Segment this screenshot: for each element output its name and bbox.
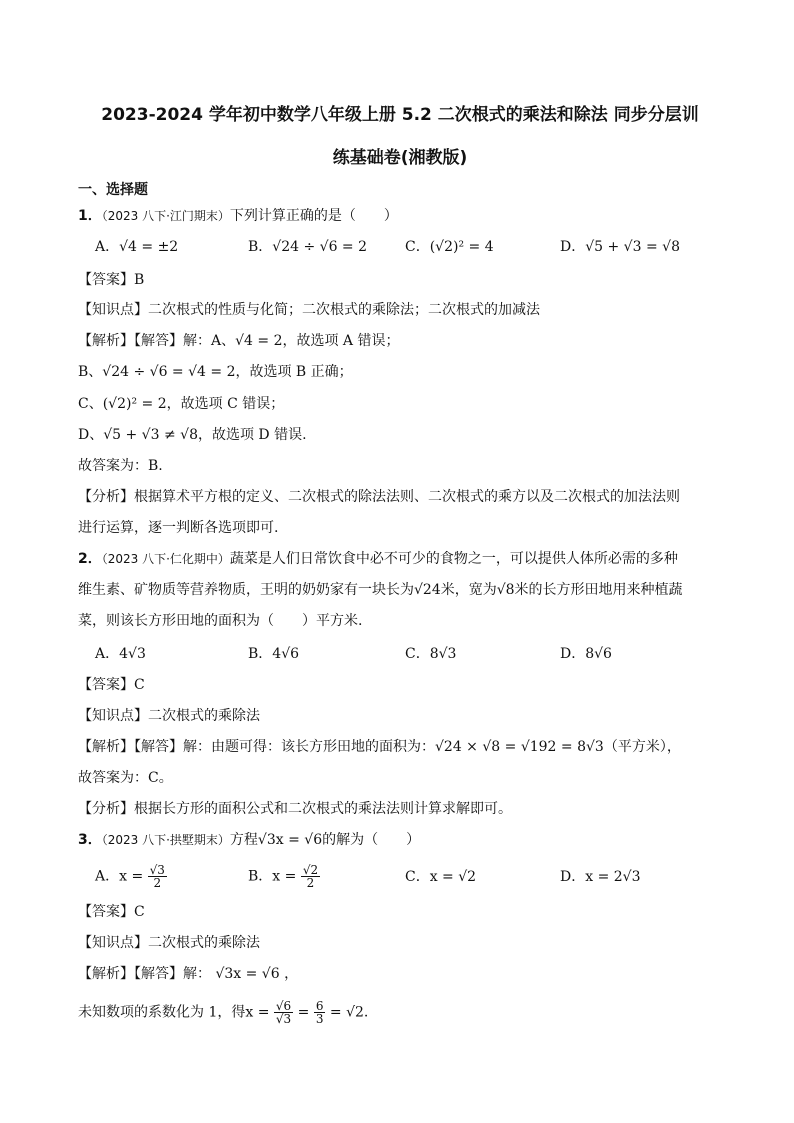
q2-jiexi-2: 故答案为：C。 (78, 770, 173, 786)
q2-stem-line-1 (78, 549, 678, 569)
q2-stem-line-3: 菜，则该长方形田地的面积为（ ）平方米. (78, 613, 363, 629)
q3-option-b-denominator: 2 (306, 876, 315, 890)
q3-number: 3． (78, 832, 102, 848)
q3-option-d: D．x = 2√3 (560, 869, 641, 885)
q1-option-d: D．√5 + √3 = √8 (560, 239, 680, 255)
q3-jiexi-2-fraction-2 (314, 1000, 326, 1025)
section-heading: 一、选择题 (78, 182, 148, 198)
q1-jiexi-3: C、(√2)² = 2，故选项 C 错误； (78, 396, 285, 412)
q1-jiexi-4: D、√5 + √3 ≠ √8，故选项 D 错误. (78, 427, 307, 443)
doc-title-line-2: 练基础卷(湘教版) (332, 148, 468, 168)
q3-option-a-numerator: √3 (149, 863, 165, 877)
q2-text-1: 蔬菜是人们日常饮食中必不可少的食物之一，可以提供人体所必需的多种 (229, 551, 678, 567)
q1-fenxi-1: 【分析】根据算术平方根的定义、二次根式的除法法则、二次根式的乘方以及二次根式的加法法则 (78, 489, 680, 505)
q2-source: （2023 八下·仁化期中） (101, 552, 230, 566)
q1-jiexi-1: 【解析】【解答】解：A、√4 = 2，故选项 A 错误； (78, 333, 400, 349)
q3-jiexi-2 (78, 1000, 368, 1025)
q3-jiexi-2-fraction-1-den: √3 (275, 1012, 292, 1026)
q1-knowledge: 【知识点】二次根式的性质与化简；二次根式的乘除法；二次根式的加减法 (78, 302, 540, 318)
q3-source: （2023 八下·拱墅期末） (101, 833, 230, 847)
q1-option-c: C．(√2)² = 4 (405, 239, 494, 255)
q1-text: 下列计算正确的是（ ） (229, 208, 398, 224)
q2-answer: 【答案】C (78, 677, 145, 693)
q3-option-b-numerator: √2 (302, 863, 319, 877)
q1-stem (78, 206, 398, 226)
q3-option-a (95, 864, 167, 889)
q2-option-b: B．4√6 (248, 646, 300, 662)
q3-option-b-prefix: B．x = (248, 868, 301, 885)
q2-jiexi-1: 【解析】【解答】解：由题可得：该长方形田地的面积为：√24 × √8 = √192 = 8√3（平方米）， (78, 739, 681, 755)
q1-number: 1． (78, 208, 102, 224)
q1-option-a: A．√4 = ±2 (95, 239, 179, 255)
q1-answer: 【答案】B (78, 272, 145, 288)
q3-answer: 【答案】C (78, 904, 145, 920)
q3-option-a-denominator: 2 (153, 876, 162, 890)
q1-source: （2023 八下·江门期末） (101, 209, 230, 223)
q2-option-d: D．8√6 (560, 646, 612, 662)
q3-jiexi-1: 【解析】【解答】解： √3x = √6 ， (78, 966, 299, 982)
q3-text: 方程√3x = √6的解为（ ） (229, 832, 421, 848)
q1-option-b: B．√24 ÷ √6 = 2 (248, 239, 368, 255)
q3-stem (78, 830, 420, 850)
q3-option-c: C．x = √2 (405, 869, 477, 885)
q3-jiexi-2-equals: = (297, 1004, 310, 1021)
q3-jiexi-2-result: = √2. (329, 1004, 369, 1021)
q2-fenxi: 【分析】根据长方形的面积公式和二次根式的乘法法则计算求解即可。 (78, 801, 512, 817)
q2-knowledge: 【知识点】二次根式的乘除法 (78, 708, 260, 724)
q3-jiexi-2-fraction-2-den: 3 (315, 1012, 324, 1026)
q3-jiexi-2-fraction-2-num: 6 (315, 999, 324, 1013)
q1-fenxi-2: 进行运算，逐一判断各选项即可. (78, 520, 279, 536)
q3-jiexi-2-fraction-1-num: √6 (275, 999, 292, 1013)
q2-option-a: A．4√3 (95, 646, 146, 662)
q3-jiexi-2-lead: 未知数项的系数化为 1，得x = (78, 1004, 270, 1021)
q3-option-b-fraction (301, 864, 320, 889)
q2-stem-line-2: 维生素、矿物质等营养物质，王明的奶奶家有一块长为√24米，宽为√8米的长方形田地用来种植蔬 (78, 582, 683, 598)
doc-title-line-1: 2023-2024 学年初中数学八年级上册 5.2 二次根式的乘法和除法 同步分层训 (101, 105, 699, 125)
q2-option-c: C．8√3 (405, 646, 457, 662)
q1-jiexi-5: 故答案为：B. (78, 458, 163, 474)
q2-number: 2． (78, 551, 102, 567)
q3-option-b (248, 864, 320, 889)
q1-jiexi-2: B、√24 ÷ √6 = √4 = 2，故选项 B 正确； (78, 364, 353, 380)
q3-knowledge: 【知识点】二次根式的乘除法 (78, 935, 260, 951)
q3-option-a-prefix: A．x = (95, 868, 148, 885)
q3-option-a-fraction (148, 864, 167, 889)
q3-jiexi-2-fraction-1 (274, 1000, 293, 1025)
